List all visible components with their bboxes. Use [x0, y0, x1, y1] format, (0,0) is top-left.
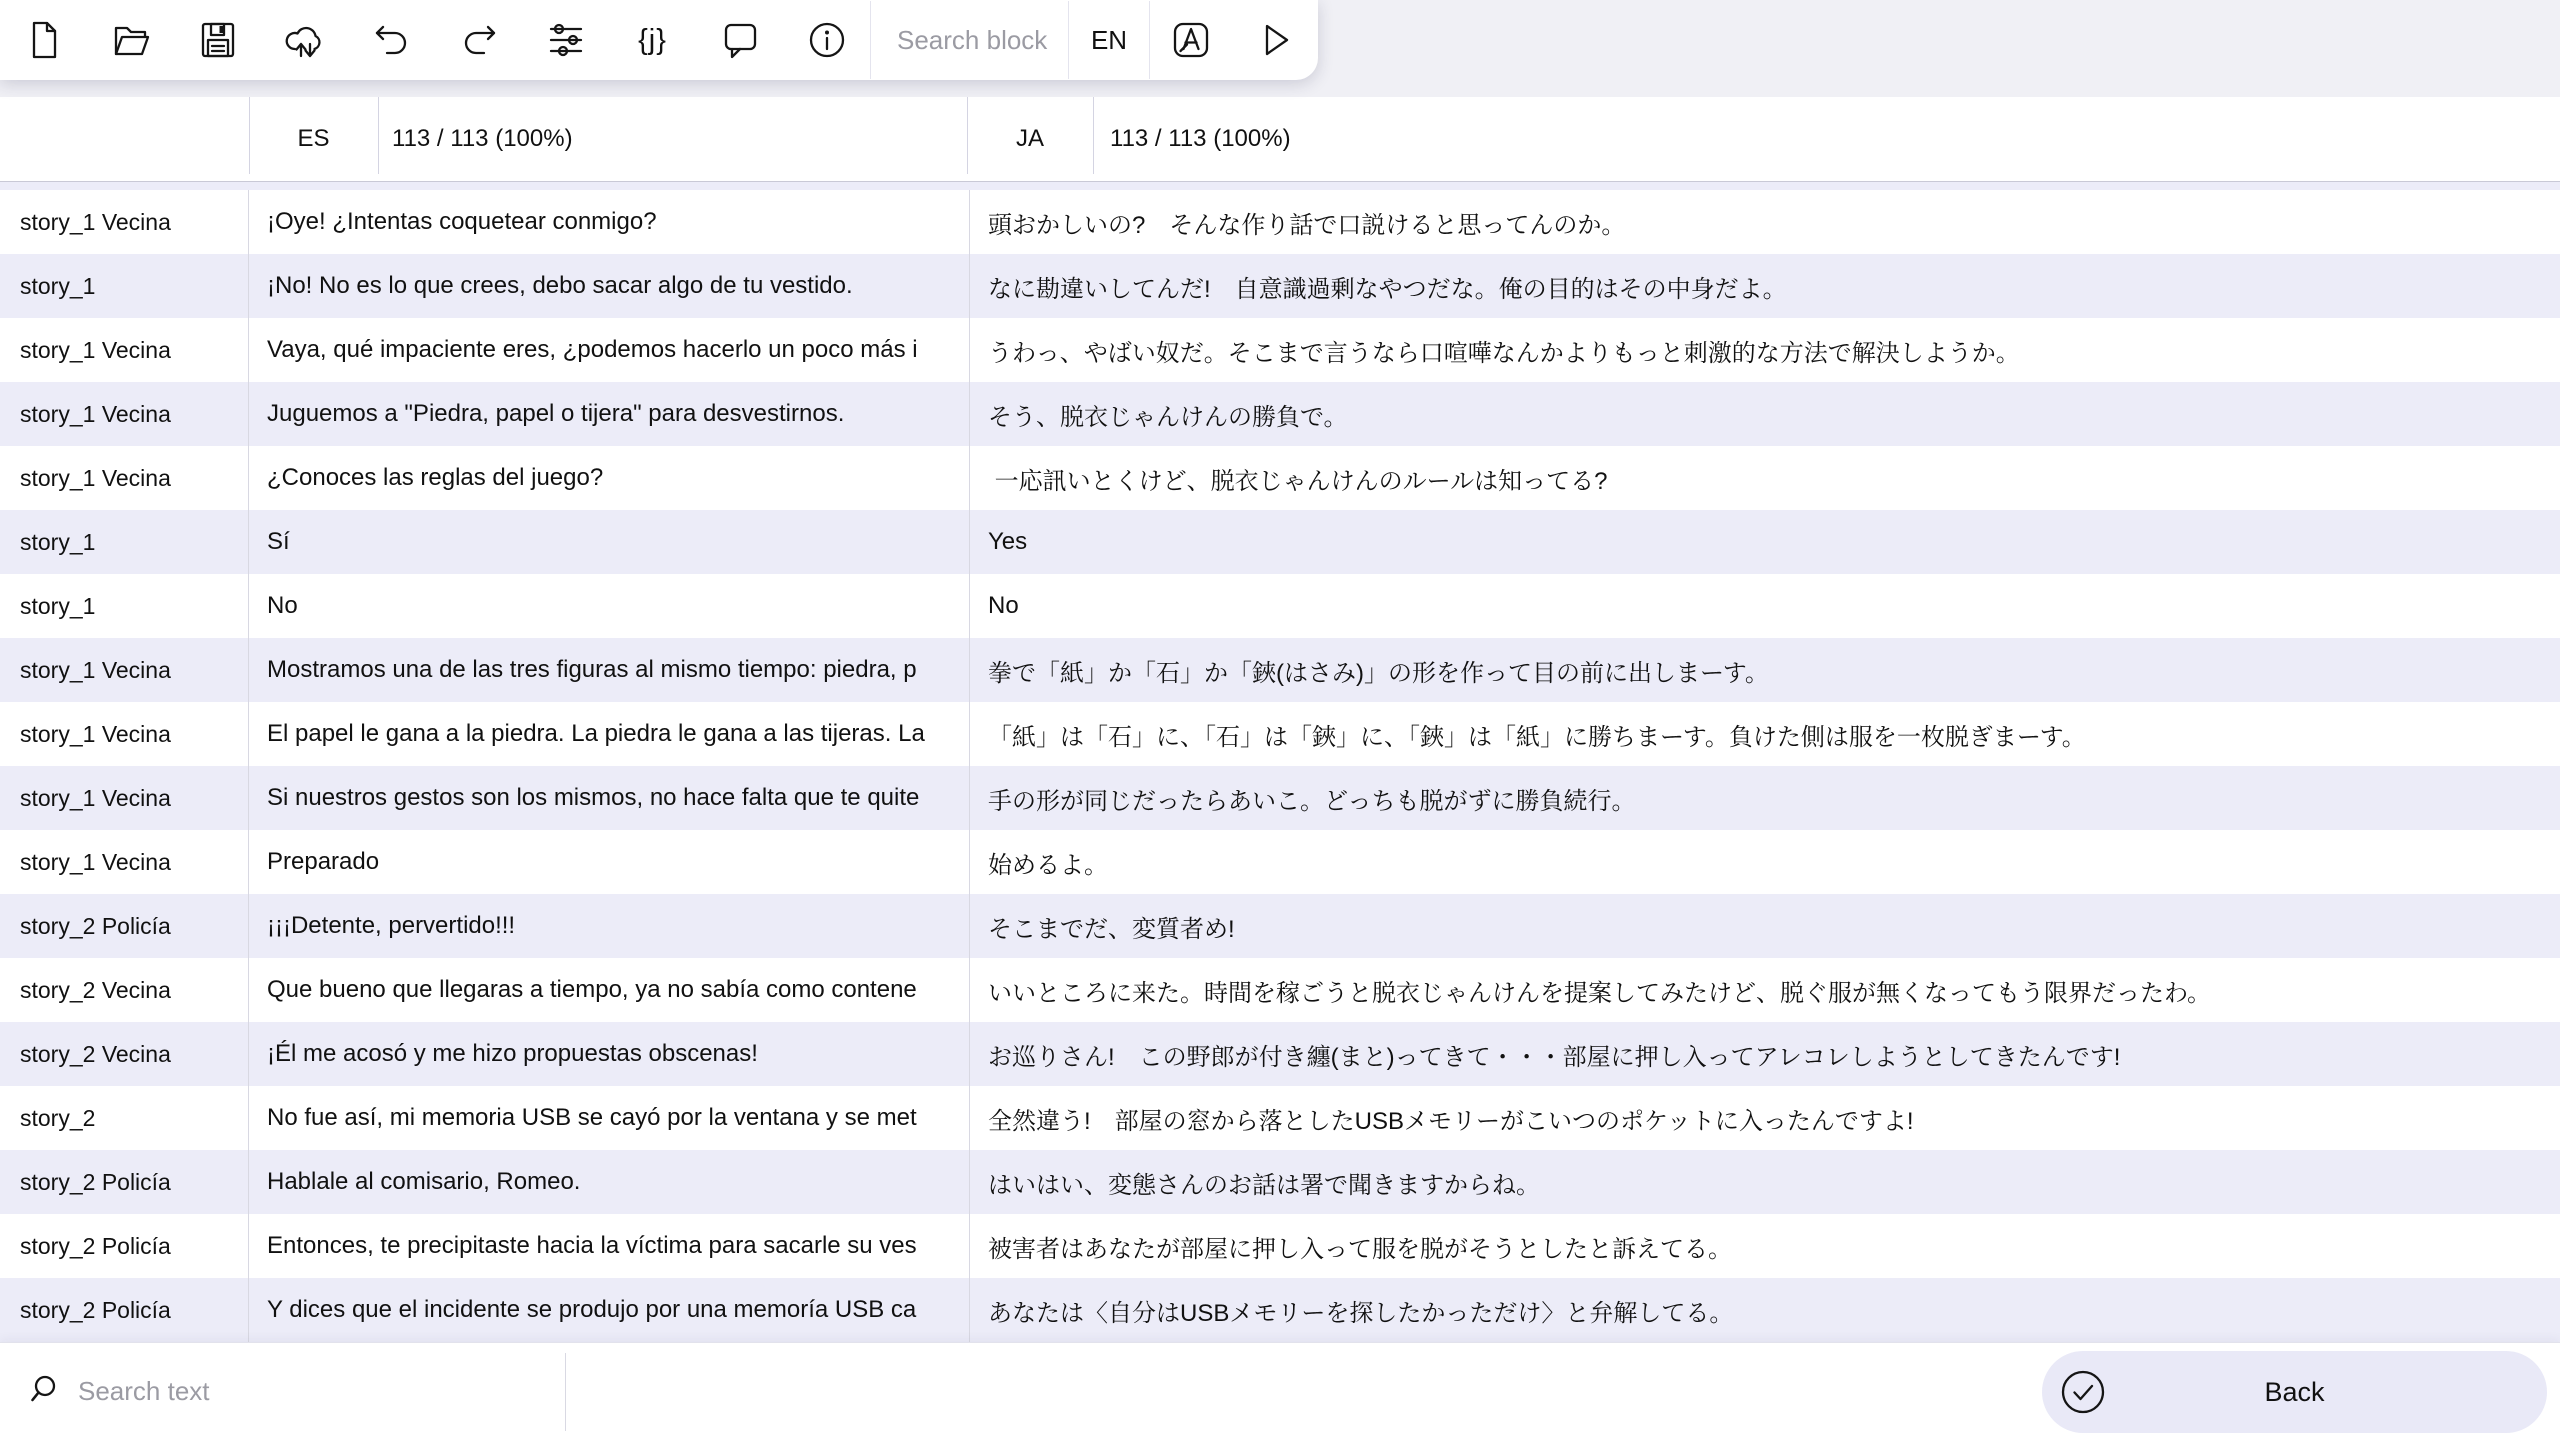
toolbar	[0, 0, 1318, 80]
source-text-cell[interactable]: Vaya, qué impaciente eres, ¿podemos hacerlo un poco más i	[249, 318, 970, 382]
row-id-cell[interactable]: story_2 Policía	[0, 1214, 249, 1278]
source-text-cell[interactable]: Entonces, te precipitaste hacia la víctima para sacarle su ves	[249, 1214, 970, 1278]
table-row[interactable]	[0, 1022, 2560, 1086]
source-text-cell[interactable]: Y dices que el incidente se produjo por una memoría USB ca	[249, 1278, 970, 1342]
search-text-input[interactable]	[78, 1353, 508, 1429]
source-text-cell[interactable]: Si nuestros gestos son los mismos, no hace falta que te quite	[249, 766, 970, 830]
new-file-button[interactable]	[0, 0, 87, 80]
save-button[interactable]	[174, 0, 261, 80]
source-text-cell[interactable]: El papel le gana a la piedra. La piedra le gana a las tijeras. La	[249, 702, 970, 766]
redo-button[interactable]	[435, 0, 522, 80]
back-button-label: Back	[2264, 1376, 2325, 1407]
run-button[interactable]	[1231, 0, 1317, 80]
table-row[interactable]	[0, 702, 2560, 766]
table-row[interactable]	[0, 958, 2560, 1022]
table-row[interactable]	[0, 1278, 2560, 1342]
target-text-cell[interactable]: Yes	[988, 528, 1028, 555]
source-text-cell[interactable]: ¡¡¡Detente, pervertido!!!	[249, 894, 970, 958]
row-id-cell[interactable]: story_2 Policía	[0, 894, 249, 958]
target-text-cell[interactable]: はいはい、変態さんのお話は署で聞きますからね。	[988, 1171, 1540, 1199]
row-id-cell[interactable]: story_1 Vecina	[0, 638, 249, 702]
redo-icon	[457, 18, 501, 62]
target-text-cell[interactable]: 始めるよ。	[988, 851, 1108, 879]
footer-divider	[565, 1353, 566, 1431]
save-icon	[196, 18, 240, 62]
source-text-cell[interactable]: No fue así, mi memoria USB se cayó por la ventana y se met	[249, 1086, 970, 1150]
footer-bar	[0, 1342, 2560, 1440]
table-row[interactable]	[0, 766, 2560, 830]
target-text-cell[interactable]: 手の形が同じだったらあいこ。どっちも脱がずに勝負続行。	[988, 787, 1636, 815]
translate-a-icon	[1169, 18, 1213, 62]
top-strip	[0, 0, 2560, 97]
source-language-code[interactable]: ES	[297, 125, 330, 152]
json-braces-button[interactable]	[609, 0, 696, 80]
undo-icon	[370, 18, 414, 62]
header-divider	[378, 97, 379, 174]
row-id-cell[interactable]: story_2 Vecina	[0, 958, 249, 1022]
row-id-cell[interactable]: story_1 Vecina	[0, 702, 249, 766]
row-id-cell[interactable]: story_2	[0, 1086, 249, 1150]
table-row[interactable]	[0, 254, 2560, 318]
source-text-cell[interactable]: Preparado	[249, 830, 970, 894]
target-text-cell[interactable]: あなたは〈自分はUSBメモリーを探したかっただけ〉と弁解してる。	[988, 1299, 1734, 1327]
row-id-cell[interactable]: story_1 Vecina	[0, 382, 249, 446]
table-row[interactable]	[0, 574, 2560, 638]
source-text-cell[interactable]: Sí	[249, 510, 970, 574]
source-text-cell[interactable]: ¡Él me acosó y me hizo propuestas obscenas!	[249, 1022, 970, 1086]
table-row[interactable]	[0, 830, 2560, 894]
target-text-cell[interactable]: 被害者はあなたが部屋に押し入って服を脱がそうとしたと訴えてる。	[988, 1235, 1732, 1263]
row-id-cell[interactable]: story_1	[0, 254, 249, 318]
row-id-cell[interactable]: story_1 Vecina	[0, 766, 249, 830]
table-row[interactable]	[0, 510, 2560, 574]
play-icon	[1252, 18, 1296, 62]
target-text-cell[interactable]: 全然違う! 部屋の窓から落としたUSBメモリーがこいつのポケットに入ったんですよ!	[988, 1107, 1914, 1135]
target-text-cell[interactable]: いいところに来た。時間を稼ごうと脱衣じゃんけんを提案してみたけど、脱ぐ服が無くなってもう限界だったわ。	[988, 979, 2212, 1007]
table-row[interactable]	[0, 1214, 2560, 1278]
target-text-cell[interactable]: そこまでだ、変質者め!	[988, 915, 1235, 943]
source-text-cell[interactable]: Juguemos a "Piedra, papel o tijera" para desvestirnos.	[249, 382, 970, 446]
table-row[interactable]	[0, 1086, 2560, 1150]
source-text-cell[interactable]: Que bueno que llegaras a tiempo, ya no sabía como contene	[249, 958, 970, 1022]
comment-icon	[718, 18, 762, 62]
clipped-row-sliver	[0, 182, 2560, 190]
open-folder-icon	[109, 18, 153, 62]
source-progress-counter: 113 / 113 (100%)	[392, 125, 573, 152]
table-row[interactable]	[0, 190, 2560, 254]
translate-button[interactable]	[1150, 0, 1231, 80]
cloud-sync-button[interactable]	[261, 0, 348, 80]
target-text-cell[interactable]: お巡りさん! この野郎が付き纏(まと)ってきて・・・部屋に押し入ってアレコレしようとしてきたんです!	[988, 1043, 2121, 1071]
search-block-input[interactable]	[871, 1, 1068, 79]
row-id-cell[interactable]: story_2 Policía	[0, 1150, 249, 1214]
target-text-cell[interactable]: 頭おかしいの? そんな作り話で口説けると思ってんのか。	[988, 211, 1626, 239]
row-id-cell[interactable]: story_1	[0, 510, 249, 574]
info-button[interactable]	[783, 0, 870, 80]
target-text-cell[interactable]: 「紙」は「石」に、「石」は「鋏」に、「鋏」は「紙」に勝ちまーす。負けた側は服を一枚脱ぎまーす。	[988, 723, 2086, 751]
ui-language-button[interactable]: EN	[1090, 24, 1128, 55]
table-row[interactable]	[0, 1150, 2560, 1214]
settings-sliders-button[interactable]	[522, 0, 609, 80]
new-file-icon	[22, 18, 66, 62]
source-text-cell[interactable]: No	[249, 574, 970, 638]
row-id-cell[interactable]: story_2 Policía	[0, 1278, 249, 1342]
target-text-cell[interactable]: 拳で「紙」か「石」か「鋏(はさみ)」の形を作って目の前に出しまーす。	[988, 659, 1769, 687]
table-body	[0, 190, 2560, 1342]
source-text-cell[interactable]: ¡No! No es lo que crees, debo sacar algo de tu vestido.	[249, 254, 970, 318]
cloud-sync-icon	[282, 18, 328, 62]
undo-button[interactable]	[348, 0, 435, 80]
target-text-cell[interactable]: No	[988, 592, 1019, 619]
table-row[interactable]	[0, 894, 2560, 958]
row-id-cell[interactable]: story_1 Vecina	[0, 190, 249, 254]
comment-button[interactable]	[696, 0, 783, 80]
info-icon	[805, 18, 849, 62]
row-id-cell[interactable]: story_1 Vecina	[0, 446, 249, 510]
target-text-cell[interactable]: なに勘違いしてんだ! 自意識過剰なやつだな。俺の目的はその中身だよ。	[988, 275, 1787, 303]
settings-sliders-icon	[544, 18, 588, 62]
header-divider	[1093, 97, 1094, 174]
table-row[interactable]	[0, 318, 2560, 382]
source-text-cell[interactable]: ¿Conoces las reglas del juego?	[249, 446, 970, 510]
target-text-cell[interactable]: うわっ、やばい奴だ。そこまで言うなら口喧嘩なんかよりもっと刺激的な方法で解決しようか。	[988, 339, 2020, 367]
open-folder-button[interactable]	[87, 0, 174, 80]
row-id-cell[interactable]: story_2 Vecina	[0, 1022, 249, 1086]
target-text-cell[interactable]: 一応訊いとくけど、脱衣じゃんけんのルールは知ってる?	[988, 467, 1608, 495]
table-row[interactable]	[0, 382, 2560, 446]
row-id-cell[interactable]: story_1 Vecina	[0, 830, 249, 894]
back-button[interactable]	[2042, 1351, 2547, 1433]
row-id-cell[interactable]: story_1 Vecina	[0, 318, 249, 382]
target-language-code[interactable]: JA	[1015, 125, 1044, 152]
target-text-cell[interactable]: そう、脱衣じゃんけんの勝負で。	[988, 403, 1348, 431]
search-icon	[26, 1371, 66, 1416]
target-progress-counter: 113 / 113 (100%)	[1110, 125, 1291, 152]
table-header	[0, 97, 2560, 182]
source-text-cell[interactable]: ¡Oye! ¿Intentas coquetear conmigo?	[249, 190, 970, 254]
source-text-cell[interactable]: Hablale al comisario, Romeo.	[249, 1150, 970, 1214]
table-row[interactable]	[0, 446, 2560, 510]
source-text-cell[interactable]: Mostramos una de las tres figuras al mismo tiempo: piedra, p	[249, 638, 970, 702]
json-braces-icon: {j}	[638, 23, 667, 56]
row-id-cell[interactable]: story_1	[0, 574, 249, 638]
table-row[interactable]	[0, 638, 2560, 702]
